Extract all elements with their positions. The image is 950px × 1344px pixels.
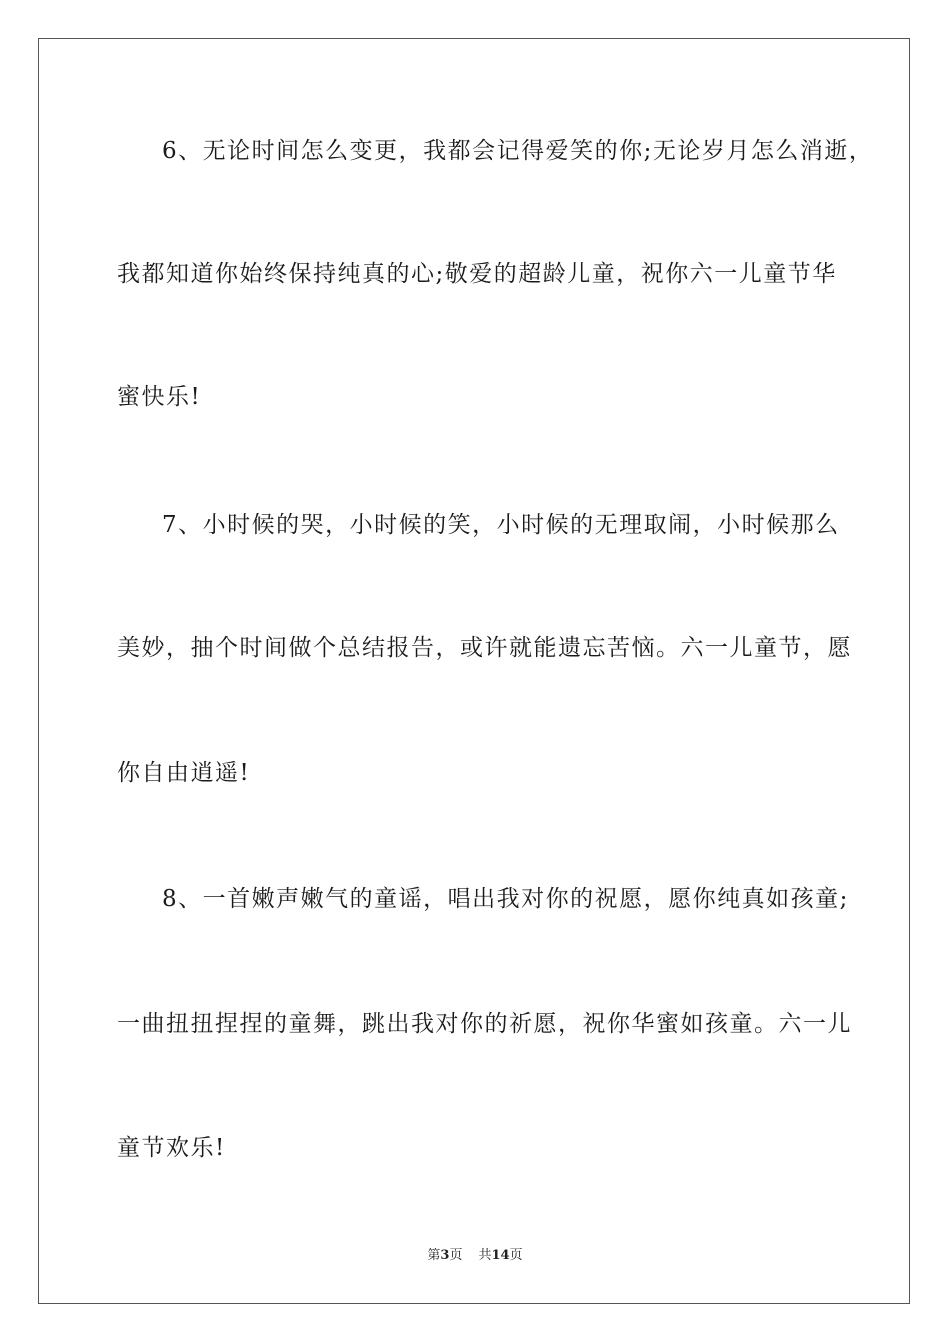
page-number: 3: [440, 1248, 450, 1263]
paragraph-line: 蜜快乐!: [117, 384, 202, 410]
total-suffix: 页: [509, 1248, 523, 1263]
page-footer: [0, 1247, 950, 1265]
paragraph-line: 一曲扭扭捏捏的童舞，跳出我对你的祈愿，祝你华蜜如孩童。六一儿: [117, 1011, 852, 1037]
paragraph-line: 你自由逍遥!: [117, 760, 251, 786]
paragraph-line: 我都知道你始终保持纯真的心;敬爱的超龄儿童，祝你六一儿童节华: [117, 261, 837, 287]
paragraph-line: 童节欢乐!: [117, 1135, 226, 1161]
page-border: [38, 38, 910, 1304]
total-pages: 14: [491, 1248, 510, 1263]
page-suffix: 页: [449, 1248, 463, 1263]
paragraph-line: 6、无论时间怎么变更，我都会记得爱笑的你;无论岁月怎么消逝，: [162, 138, 874, 164]
paragraph-line: 美妙，抽个时间做个总结报告，或许就能遗忘苦恼。六一儿童节，愿: [117, 635, 852, 661]
paragraph-line: 8、一首嫩声嫩气的童谣，唱出我对你的祝愿，愿你纯真如孩童;: [162, 886, 849, 912]
paragraph-line: 7、小时候的哭，小时候的笑，小时候的无理取闹，小时候那么: [162, 512, 840, 538]
total-prefix: 共: [478, 1248, 492, 1263]
page-prefix: 第: [427, 1248, 441, 1263]
